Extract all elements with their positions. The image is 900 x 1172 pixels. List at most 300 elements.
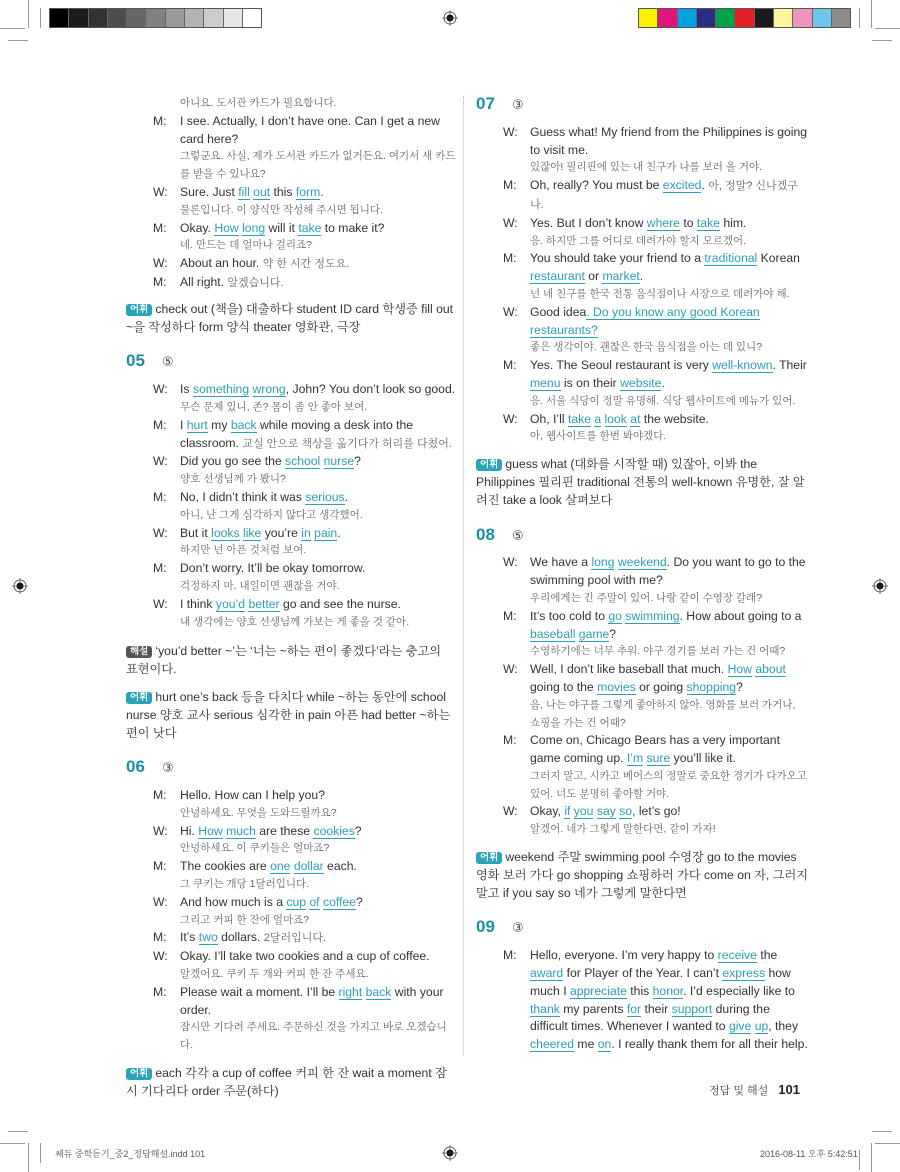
blank-answer: go (608, 608, 622, 623)
text-fragment: It’s (180, 930, 199, 945)
blank-answer: wrong (252, 382, 286, 397)
text-fragment: The cookies are (180, 859, 271, 874)
blank-answer: honor (652, 983, 684, 998)
speaker-label: W: (153, 184, 168, 199)
speaker-label: W: (153, 894, 168, 909)
crop-mark (859, 8, 860, 28)
dialogue-text (180, 453, 456, 489)
blank-answer: say (596, 804, 616, 819)
color-swatch (735, 9, 754, 27)
text-fragment: with your order. (180, 984, 444, 1017)
blank-answer: dollar (293, 859, 324, 874)
blank-answer: How (198, 823, 223, 838)
dialogue-line (503, 947, 808, 1054)
text-fragment: the (756, 948, 778, 963)
text-fragment: idea (563, 304, 587, 319)
blank-answer: take (696, 215, 720, 230)
dialogue-line (153, 984, 456, 1055)
dialogue-line (153, 274, 456, 293)
color-swatch (832, 9, 850, 27)
color-swatch (166, 9, 185, 27)
blank-answer: you’d (215, 596, 246, 611)
color-swatch (224, 9, 243, 27)
blank-answer: up (754, 1019, 769, 1034)
dialogue-line (153, 858, 456, 894)
question-number: 07 (476, 94, 495, 113)
blank-answer: weekend (617, 555, 667, 570)
text-fragment: Hello, everyone. I’m very happy to (530, 948, 718, 963)
text-fragment: Please wait a moment. I’ll be (180, 984, 339, 999)
blank-answer: something (192, 382, 250, 397)
dialogue-line (153, 184, 456, 220)
text-fragment: ? (609, 626, 617, 641)
blank-answer: back (365, 984, 392, 999)
registration-mark-icon (12, 578, 28, 594)
dialogue-line (153, 220, 456, 256)
english-text: Okay. I’ll take two cookies and a cup of coffee. (180, 949, 430, 964)
text-fragment: each. (323, 859, 357, 874)
dialogue-line (153, 525, 456, 561)
english-text: Don’t worry. It’ll be okay tomorrow. (180, 561, 366, 576)
korean-translation: 아, 정말? 신나겠구나. (530, 180, 798, 211)
dialogue-line (503, 732, 808, 803)
dialogue-text (530, 803, 808, 839)
text-fragment: I (180, 417, 187, 432)
color-swatch (755, 9, 774, 27)
dialogue-text (180, 984, 456, 1055)
dialogue-line (153, 453, 456, 489)
text-fragment: , let’s go! (632, 804, 681, 819)
dialogue-line (153, 95, 456, 113)
text-fragment: me (574, 1037, 598, 1052)
crop-mark (871, 0, 872, 28)
explanation-note (126, 643, 456, 679)
dialogue-line (153, 894, 456, 930)
dialogue-text (530, 250, 808, 303)
question-number: 06 (126, 757, 145, 777)
text-fragment: Yes. The Seoul restaurant is very (530, 358, 713, 373)
text-fragment: you’ll like it. (670, 751, 736, 766)
text-fragment: I think (180, 596, 216, 611)
text-fragment: how much I (530, 966, 791, 998)
speaker-label: W: (153, 256, 168, 271)
korean-translation: 그리고 커피 한 잔에 얼마죠? (180, 913, 310, 926)
dialogue-text (180, 95, 456, 113)
speaker-label: M: (153, 489, 167, 504)
text-fragment: Korean (757, 251, 800, 266)
blank-answer: award (530, 966, 564, 981)
english-text: About an hour. (180, 256, 260, 271)
blank-answer: game (578, 626, 610, 641)
crop-mark (0, 1143, 25, 1144)
crop-mark (0, 28, 25, 29)
text-fragment: It’s too cold to (530, 608, 609, 623)
blank-answer: give (728, 1019, 752, 1034)
note-text: weekend 주말 swimming pool 수영장 go to the movies 영화 보러 가다 go shopping 쇼핑하러 가다 come on 자, 그러지 말고 if you say so 네가 그렇게 말한다면 (476, 850, 809, 900)
korean-translation: 2달러입니다. (263, 932, 327, 945)
text-fragment: my parents (559, 1001, 627, 1016)
english-text: Guess what! My friend from the Philippines is going to visit me. (530, 124, 808, 157)
page-number: 101 (778, 1082, 800, 1097)
question-number: 08 (476, 524, 495, 544)
speaker-label: W: (153, 525, 168, 540)
text-fragment: or (584, 269, 603, 284)
text-fragment: Is (180, 382, 193, 397)
color-swatch (813, 9, 832, 27)
text-fragment: . (661, 375, 665, 390)
blank-answer: take (298, 220, 322, 235)
dialogue-line (153, 255, 456, 274)
speaker-label: M: (153, 930, 167, 945)
speaker-label: M: (153, 859, 167, 874)
color-swatch (697, 9, 716, 27)
dialogue-text (180, 417, 456, 454)
korean-translation: 물론입니다. 이 양식만 작성해 주시면 됩니다. (180, 203, 383, 216)
dialogue-text (180, 489, 456, 525)
text-fragment: ? (354, 454, 361, 469)
blank-answer: about (755, 662, 786, 677)
answer-choice: ③ (162, 760, 174, 776)
korean-translation: 좋은 생각이야. 괜찮은 한국 음식점을 아는 데 있니? (530, 341, 763, 354)
speaker-label: W: (153, 823, 168, 838)
dialogue-text (530, 732, 808, 803)
text-fragment: You should take your friend to a (530, 251, 705, 266)
blank-answer: traditional (704, 251, 758, 266)
text-fragment: . (320, 184, 324, 199)
speaker-label: W: (503, 555, 518, 570)
korean-translation: 그 쿠키는 개당 1달러입니다. (180, 878, 310, 891)
dialogue-line (153, 787, 456, 823)
dialogue-line (153, 560, 456, 596)
dialogue-text (180, 596, 456, 632)
blank-answer: if (564, 804, 571, 819)
vocab-note (126, 689, 456, 742)
english-text: I see. Actually, I don’t have one. Can I get a new card here? (180, 113, 440, 146)
question-number: 09 (476, 917, 495, 937)
color-swatch (89, 9, 108, 27)
blank-answer: take (567, 411, 591, 426)
blank-answer: of (309, 894, 320, 909)
korean-translation: 하지만 넌 아픈 것처럼 보여. (180, 544, 307, 557)
color-swatch (658, 9, 677, 27)
blank-answer: look (604, 411, 627, 426)
question-06 (126, 758, 456, 1100)
text-fragment: Oh, I’ll (530, 411, 568, 426)
dialogue-text (180, 948, 456, 984)
speaker-label: M: (503, 358, 517, 373)
text-fragment: you’re (261, 525, 302, 540)
text-fragment: this (626, 983, 653, 998)
crop-mark (871, 1143, 872, 1172)
registration-mark-icon (872, 578, 888, 594)
dialogue-text (180, 894, 456, 930)
crop-mark (28, 0, 29, 28)
dialogue-text (530, 215, 808, 251)
text-fragment: my (207, 417, 231, 432)
question-05 (126, 352, 456, 742)
blank-answer: How (727, 662, 752, 677)
blank-answer: appreciate (569, 983, 627, 998)
column-divider (463, 96, 464, 1056)
blank-answer: baseball (530, 626, 576, 641)
speaker-label: M: (153, 113, 167, 128)
blank-answer: receive (717, 948, 757, 963)
dialogue-text (530, 661, 808, 732)
text-fragment: But it (180, 525, 212, 540)
text-fragment: during the difficult times. Whenever I wanted to (530, 1001, 770, 1034)
korean-translation: 알겠습니다. (227, 276, 284, 289)
korean-translation: 넌 네 친구를 한국 전통 음식점이나 시장으로 데려가야 해. (530, 287, 790, 300)
right-column (476, 95, 808, 1054)
text-fragment: Come on, Chicago Bears has a very important game coming up. (530, 733, 780, 766)
text-fragment: him. (719, 215, 747, 230)
crop-mark (872, 40, 892, 41)
dialogue-line (503, 661, 808, 732)
dialogue-text (180, 255, 456, 274)
dialogue-line (503, 124, 808, 177)
blank-answer: express (722, 966, 766, 981)
blank-answer: better (248, 596, 280, 611)
question-07 (476, 95, 808, 510)
text-fragment: their (641, 1001, 672, 1016)
dialogue-text (530, 124, 808, 177)
note-text: ‘you’d better ~’는 ‘너는 ~하는 편이 좋겠다’라는 충고의 표현이다. (126, 644, 442, 677)
blank-answer: like (243, 525, 262, 540)
text-fragment: . (337, 525, 341, 540)
dialogue-line (503, 357, 808, 410)
dialogue-line (153, 823, 456, 859)
korean-translation: 아, 웹사이트를 한번 봐야겠다. (530, 430, 667, 443)
color-swatch (69, 9, 88, 27)
speaker-label: W: (153, 596, 168, 611)
speaker-label: W: (503, 215, 518, 230)
text-fragment: while moving a desk into the classroom. (180, 417, 414, 450)
blank-answer: in (301, 525, 311, 540)
dialogue-text (180, 184, 456, 220)
text-fragment: Sure. Just (180, 184, 239, 199)
text-fragment: for Player of the Year. I can’t (563, 966, 723, 981)
blank-answer: at (630, 411, 641, 426)
dialogue-text (180, 274, 456, 293)
blank-answer: cup (286, 894, 307, 909)
korean-translation: 그렇군요. 사실, 제가 도서관 카드가 없거든요. 여기서 새 카드를 받을 수 있나요? (180, 150, 456, 181)
crop-mark (872, 1131, 892, 1132)
blank-answer: shopping (686, 679, 737, 694)
blank-answer: movies (597, 679, 636, 694)
korean-translation: 응. 하지만 그를 어디로 데려가야 할지 모르겠어. (530, 234, 747, 247)
dialogue-text (180, 560, 456, 596)
text-fragment: will it (265, 220, 299, 235)
text-fragment: is on their (560, 375, 621, 390)
speaker-label: M: (503, 251, 517, 266)
text-fragment: to make it? (321, 220, 385, 235)
dialogue-line (503, 215, 808, 251)
blank-answer: market (602, 269, 640, 284)
text-fragment: No, I didn’t think it was (180, 489, 306, 504)
text-fragment: , John? You don’t look so good. (285, 382, 456, 397)
note-text: check out (책을) 대출하다 student ID card 학생증 fill out ~을 작성하다 form 양식 theater 영화관, 극장 (126, 301, 454, 334)
dialogue-line (153, 929, 456, 948)
dialogue-line (503, 803, 808, 839)
answer-choice: ⑤ (512, 527, 524, 543)
blank-answer: cookies (313, 823, 355, 838)
blank-answer: for (626, 1001, 642, 1016)
korean-translation: 네. 만드는 데 얼마나 걸리죠? (180, 239, 312, 252)
dialogue-text (530, 177, 808, 215)
korean-translation: 알겠어. 네가 그렇게 말한다면, 같이 가자! (530, 823, 716, 836)
text-fragment: . Their (772, 358, 807, 373)
blank-answer: well-known (712, 358, 773, 373)
question-09 (476, 918, 808, 1054)
speaker-label: M: (503, 733, 517, 748)
question-header (126, 352, 456, 371)
korean-translation: 안녕하세요. 무엇을 도와드릴까요? (180, 806, 337, 819)
color-swatch (774, 9, 793, 27)
text-fragment: dollars. (217, 930, 261, 945)
text-fragment: . (701, 178, 705, 193)
text-fragment: Well, I don’t like baseball that much. (530, 662, 728, 677)
blank-answer: long (242, 220, 266, 235)
dialogue-line (503, 304, 808, 357)
text-fragment: . (344, 489, 349, 504)
crop-mark (875, 1143, 900, 1144)
text-fragment: or going (635, 679, 687, 694)
speaker-label: W: (153, 949, 168, 964)
speaker-label: W: (153, 382, 168, 397)
speaker-label: W: (503, 411, 518, 426)
speaker-label: M: (503, 178, 517, 193)
text-fragment: ? (354, 823, 362, 838)
text-fragment: Oh, really? You must be (530, 178, 663, 193)
text-fragment (249, 382, 252, 396)
answer-choice: ③ (512, 97, 524, 112)
color-swatch (678, 9, 697, 27)
slug-filename: 쎄듀 중학듣기_중2_정답해설.indd 101 (55, 1149, 206, 1159)
note-text: guess what (대화를 시작할 때) 있잖아, 이봐 the Philippines 필리핀 traditional 전통의 well-known 유명한, 잘 알려진 take a look 살펴보다 (476, 457, 805, 507)
korean-translation: 잠시만 기다려 주세요. 주문하신 것을 가지고 바로 오겠습니다. (180, 1021, 447, 1052)
dialogue-line (153, 948, 456, 984)
korean-translation: 무슨 문제 있니, 존? 몸이 좀 안 좋아 보여. (180, 400, 368, 413)
dialogue-text (530, 947, 808, 1054)
speaker-label: M: (503, 948, 517, 963)
blank-answer: I’m (626, 751, 644, 766)
question-header (126, 758, 456, 777)
korean-translation: 양호 선생님께 가 봤니? (180, 473, 286, 486)
blank-answer: looks (211, 525, 240, 540)
blank-answer: cheered (530, 1037, 575, 1052)
vocab-note (476, 456, 808, 509)
blank-answer: right (338, 984, 363, 999)
text-fragment: Good (530, 304, 560, 319)
text-fragment: to (679, 215, 697, 230)
dialogue-text (530, 608, 808, 661)
text-fragment: ? (736, 679, 743, 694)
section-label: 정답 및 해설 (709, 1085, 769, 1097)
answer-choice: ⑤ (162, 354, 174, 370)
dialogue-text (180, 787, 456, 823)
text-fragment: We have a (530, 555, 592, 570)
blank-answer: out (253, 184, 271, 199)
text-fragment: . (639, 269, 644, 284)
text-fragment: Okay. (180, 220, 215, 235)
dialogue-line (153, 489, 456, 525)
speaker-label: W: (503, 124, 518, 139)
speaker-label: M: (153, 220, 167, 235)
blank-answer: . Do you know any good Korean restaurants? (530, 304, 760, 337)
explanation-badge: 해설 (126, 646, 152, 658)
blank-answer: a (594, 411, 602, 426)
crop-mark (28, 1143, 29, 1172)
question-header (476, 526, 808, 545)
korean-translation: 걱정하지 마. 내일이면 괜찮을 거야. (180, 579, 340, 592)
dialogue-text (530, 304, 808, 357)
dialogue-line (153, 417, 456, 454)
korean-translation: 응. 서울 식당이 정말 유명해. 식당 웹사이트에 메뉴가 있어. (530, 394, 796, 407)
blank-answer: How (214, 220, 239, 235)
crop-mark (40, 1143, 41, 1163)
text-fragment: the website. (640, 411, 709, 426)
dialogue-text (530, 411, 808, 447)
registration-mark-icon (442, 10, 458, 26)
vocab-badge: 어휘 (126, 1068, 152, 1080)
blank-answer: sure (646, 751, 671, 766)
color-swatch (793, 9, 812, 27)
blank-answer: coffee (322, 894, 356, 909)
blank-answer: thank (530, 1001, 560, 1016)
note-text: each 각각 a cup of coffee 커피 한 잔 wait a moment 잠시 기다리다 order 주문(하다) (126, 1066, 447, 1098)
vocab-badge: 어휘 (126, 692, 152, 704)
korean-translation: 있잖아! 필리핀에 있는 내 친구가 나를 보러 올 거야. (530, 161, 763, 174)
dialogue-line (153, 381, 456, 417)
text-fragment: . I’d especially like to (683, 983, 795, 998)
crop-mark (859, 1150, 860, 1170)
dialogue-line (503, 411, 808, 447)
korean-translation: 수영하기에는 너무 추워. 야구 경기를 보러 가는 건 어때? (530, 645, 786, 658)
text-fragment: are these (255, 823, 314, 838)
text-fragment: go and see the nurse. (279, 596, 401, 611)
blank-answer: school (285, 454, 321, 469)
grayscale-swatch-bar (49, 8, 262, 28)
text-fragment: . How about going to a (679, 608, 802, 623)
blank-answer: serious (305, 489, 345, 504)
speaker-label: M: (153, 274, 167, 289)
dialogue-text (180, 929, 456, 948)
text-fragment: this (270, 184, 296, 199)
korean-translation: 교실 안으로 책상을 옮기다가 허리를 다쳤어. (242, 437, 452, 450)
blank-answer: restaurant (530, 269, 585, 284)
dialogue-line (503, 554, 808, 607)
color-swatch (127, 9, 146, 27)
english-text: Hello. How can I help you? (180, 788, 325, 803)
speaker-label: W: (503, 804, 518, 819)
color-swatch (146, 9, 165, 27)
speaker-label: M: (153, 417, 167, 432)
dialogue-text (530, 357, 808, 410)
text-fragment: Hi. (180, 823, 199, 838)
korean-translation: 음, 나는 야구를 그렇게 좋아하지 않아. 영화를 보러 가거나, 쇼핑을 가는 건 어때? (530, 698, 796, 729)
blank-answer: you (573, 804, 594, 819)
blank-answer: much (226, 823, 256, 838)
text-fragment: . I really thank them for all their help. (611, 1037, 808, 1052)
crop-mark (8, 1131, 28, 1132)
blank-answer: form (295, 184, 321, 199)
dialogue-text (180, 381, 456, 417)
crop-mark (875, 28, 900, 29)
note-text: hurt one’s back 등을 다치다 while ~하는 동안에 school nurse 양호 교사 serious 심각한 in pain 아픈 had better ~하는 편이 낫다 (126, 689, 451, 740)
blank-answer: one (270, 859, 291, 874)
speaker-label: W: (503, 662, 518, 677)
speaker-label: M: (153, 788, 167, 803)
